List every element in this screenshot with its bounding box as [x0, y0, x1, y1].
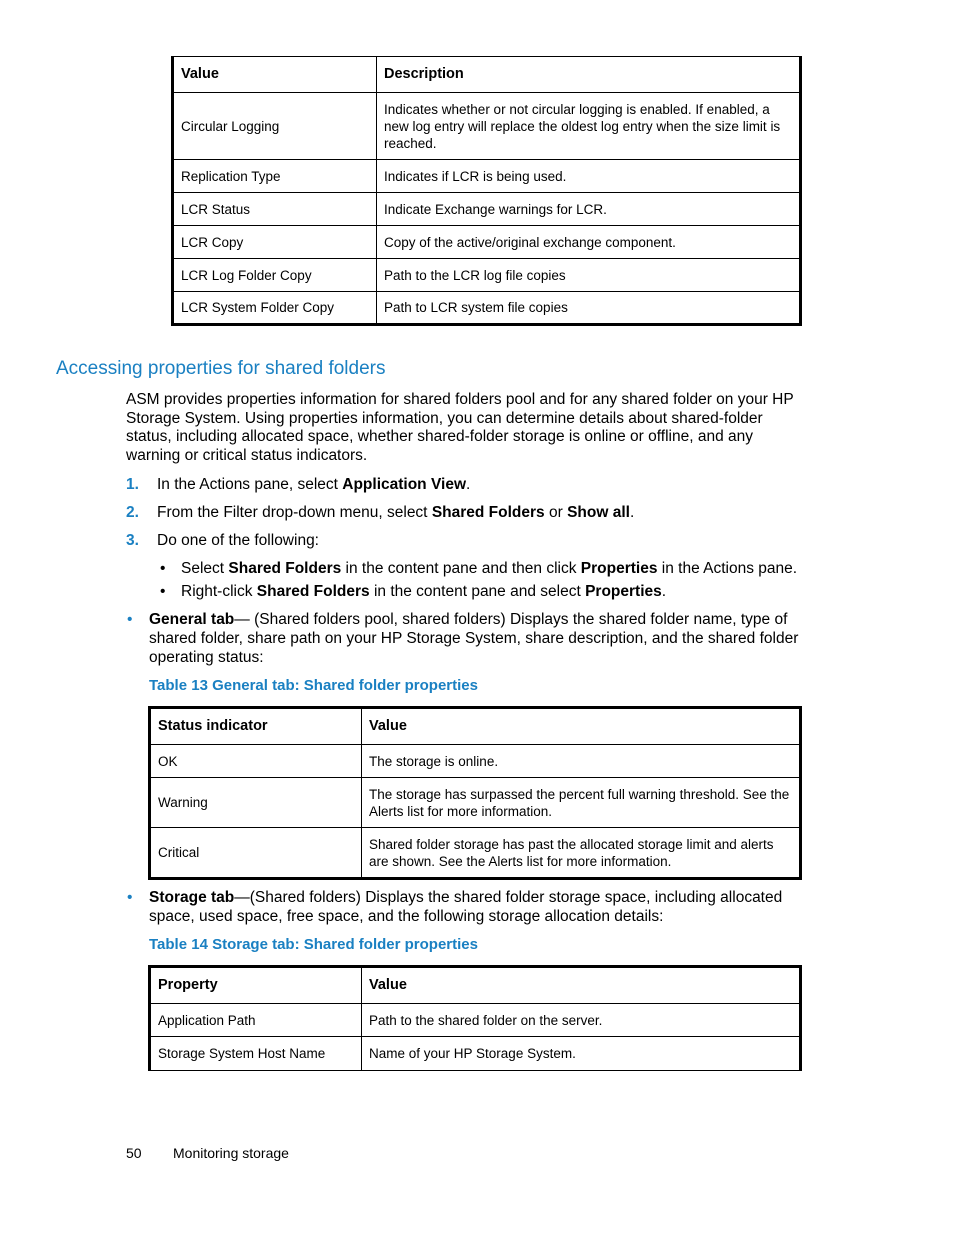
- table-cell: Warning: [150, 778, 362, 828]
- step-number: 3.: [126, 532, 139, 549]
- chapter-title: Monitoring storage: [173, 1145, 289, 1161]
- step-text: Do one of the following:: [157, 532, 319, 549]
- bullet-text: [149, 889, 802, 927]
- table-cell: Application Path: [150, 1004, 362, 1037]
- table-cell: The storage is online.: [362, 745, 801, 778]
- table-cell: Copy of the active/original exchange component.: [377, 226, 801, 259]
- substep-text: [181, 583, 666, 602]
- text-run: Right-click: [181, 583, 257, 600]
- text-run: in the content pane and select: [369, 583, 586, 600]
- text-run: —(Shared folders) Displays the shared folder storage space, including allocated space, used space, free space, and the following storage allocation details:: [149, 889, 783, 925]
- ui-term: Application View: [342, 476, 467, 493]
- table-cell: LCR Log Folder Copy: [173, 259, 377, 292]
- table-cell: Path to the shared folder on the server.: [362, 1004, 801, 1037]
- text-run: Select: [181, 560, 229, 577]
- section-heading: Accessing properties for shared folders: [56, 358, 386, 379]
- table-cell: Shared folder storage has past the allocated storage limit and alerts are shown. See the Alerts list for more information.: [362, 828, 801, 879]
- step-text: [157, 504, 634, 523]
- table-cell: The storage has surpassed the percent full warning threshold. See the Alerts list for more information.: [362, 778, 801, 828]
- intro-paragraph: ASM provides properties information for shared folders pool and for any shared folder on your HP Storage System. Using properties information, you can determine details about shared-folder status, including allocated space, whether shared-folder storage is online or offline, and any warning or critical status indicators.: [126, 391, 794, 464]
- column-header-status-indicator: Status indicator: [150, 708, 362, 745]
- table-cell: LCR Copy: [173, 226, 377, 259]
- table-row: [173, 193, 801, 226]
- ui-term: Shared Folders: [228, 560, 342, 577]
- ui-term: Properties: [580, 560, 658, 577]
- column-header-value: Value: [362, 967, 801, 1004]
- bullet-icon: •: [160, 560, 166, 577]
- table-row: [173, 226, 801, 259]
- text-run: .: [629, 504, 635, 521]
- text-run: in the content pane and then click: [341, 560, 581, 577]
- page-number: 50: [126, 1145, 142, 1161]
- table-row: [173, 259, 801, 292]
- table-cell: LCR Status: [173, 193, 377, 226]
- bullet-icon: •: [160, 583, 166, 600]
- step-number: 2.: [126, 504, 139, 521]
- table-row: [150, 1037, 801, 1071]
- table-cell: Name of your HP Storage System.: [362, 1037, 801, 1071]
- storage-tab-bullet: [127, 889, 802, 927]
- table-row: [150, 745, 801, 778]
- text-run: .: [466, 476, 471, 493]
- column-header-property: Property: [150, 967, 362, 1004]
- text-run: in the Actions pane.: [657, 560, 798, 577]
- step-text: [157, 476, 470, 495]
- text-run: .: [661, 583, 667, 600]
- table-row: [173, 292, 801, 325]
- bullet-text: [149, 611, 802, 667]
- table-cell: Storage System Host Name: [150, 1037, 362, 1071]
- table-row: [150, 1004, 801, 1037]
- column-header-description: Description: [377, 57, 801, 93]
- table-cell: Indicate Exchange warnings for LCR.: [377, 193, 801, 226]
- table-cell: LCR System Folder Copy: [173, 292, 377, 325]
- table-row: [150, 828, 801, 879]
- lcr-properties-table: [171, 56, 802, 326]
- table-caption: Table 13 General tab: Shared folder properties: [149, 677, 478, 694]
- ui-term: Shared Folders: [256, 583, 370, 600]
- ui-term: General tab: [149, 611, 235, 628]
- ui-term: Shared Folders: [431, 504, 545, 521]
- general-tab-bullet: [127, 611, 802, 667]
- table-cell: OK: [150, 745, 362, 778]
- ui-term: Storage tab: [149, 889, 235, 906]
- table-caption: Table 14 Storage tab: Shared folder properties: [149, 936, 478, 953]
- table-cell: Indicates whether or not circular logging is enabled. If enabled, a new log entry will replace the oldest log entry when the size limit is reached.: [377, 93, 801, 160]
- column-header-value: Value: [173, 57, 377, 93]
- table-cell: Path to LCR system file copies: [377, 292, 801, 325]
- table-cell: Indicates if LCR is being used.: [377, 160, 801, 193]
- substep-text: [181, 560, 797, 579]
- table-row: [173, 93, 801, 160]
- table-row: [150, 778, 801, 828]
- ui-term: Properties: [585, 583, 662, 600]
- ui-term: Show all: [567, 504, 630, 521]
- bullet-icon: •: [127, 889, 133, 906]
- text-run: — (Shared folders pool, shared folders) Displays the shared folder name, type of shared folder, share path on your HP Storage System, share description, and the shared folder operating status:: [149, 611, 799, 666]
- table-cell: Path to the LCR log file copies: [377, 259, 801, 292]
- bullet-icon: •: [127, 611, 133, 628]
- text-run: or: [544, 504, 568, 521]
- column-header-value: Value: [362, 708, 801, 745]
- text-run: From the Filter drop-down menu, select: [157, 504, 432, 521]
- table-cell: Critical: [150, 828, 362, 879]
- table-cell: Circular Logging: [173, 93, 377, 160]
- step-number: 1.: [126, 476, 139, 493]
- text-run: In the Actions pane, select: [157, 476, 343, 493]
- table-row: [173, 160, 801, 193]
- storage-tab-table: [148, 965, 802, 1071]
- general-tab-table: [148, 706, 802, 880]
- table-cell: Replication Type: [173, 160, 377, 193]
